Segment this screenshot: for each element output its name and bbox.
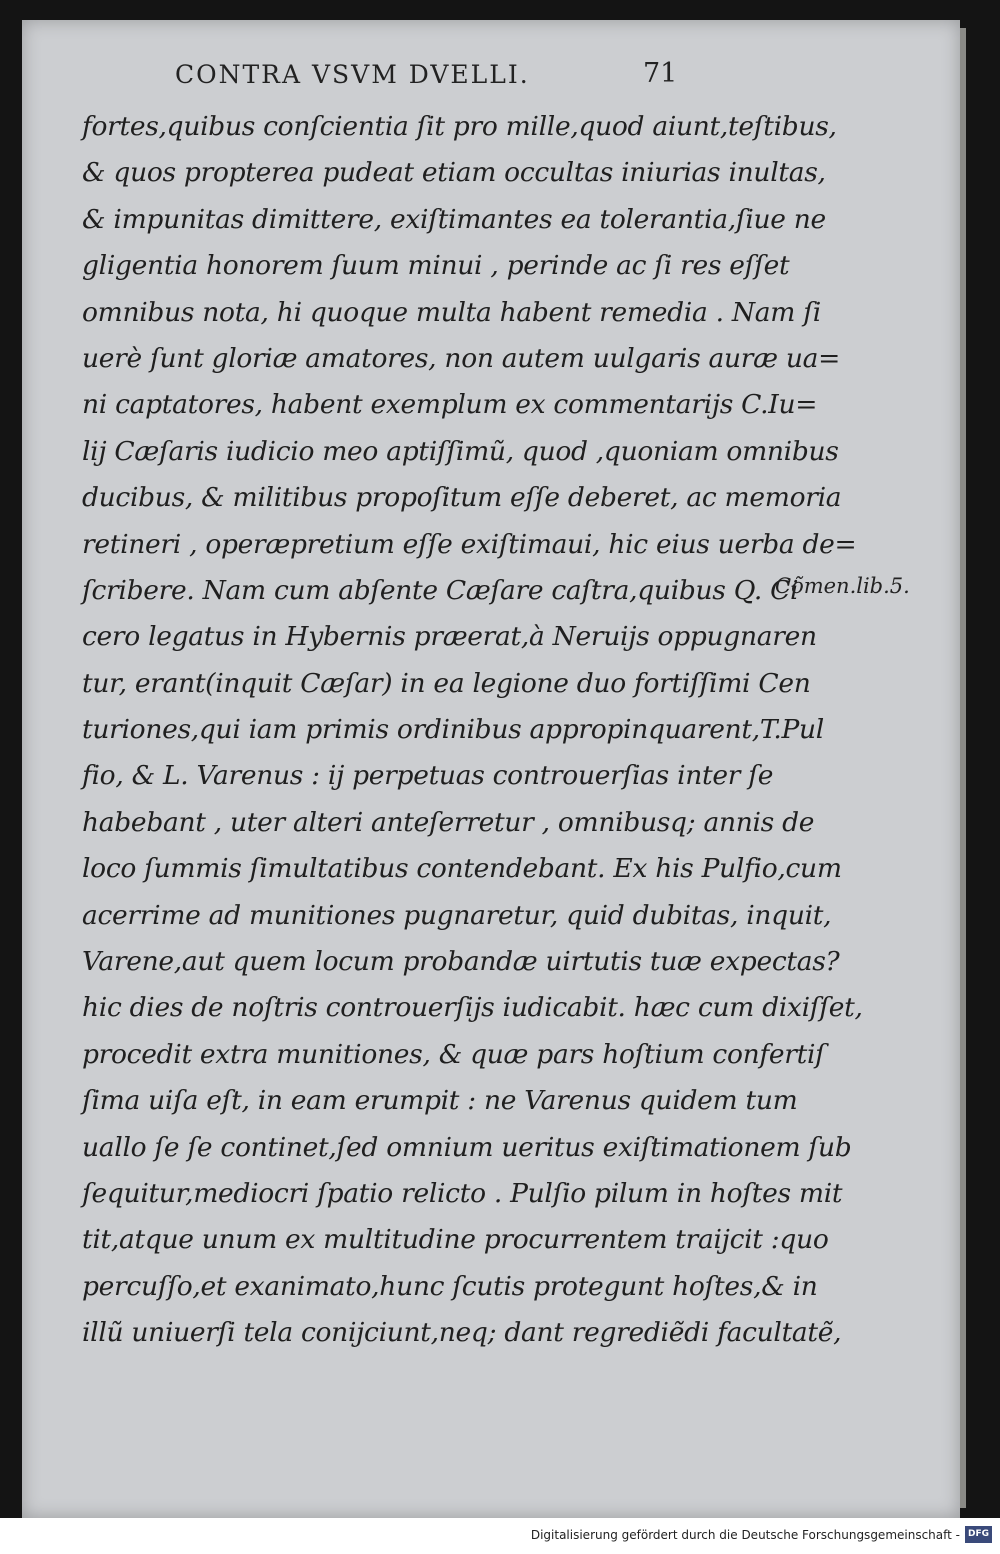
text-line: procedit extra munitiones, & quæ pars hoſtium confertiſ [82, 1038, 825, 1070]
text-line: ſima uiſa eſt, in eam erumpit : ne Varenus quidem tum [82, 1085, 798, 1117]
text-line: & quos propterea pudeat etiam occultas iniurias inultas, [82, 157, 826, 189]
text-line: gligentia honorem ſuum minui , perinde ac ſi res eſſet [82, 250, 790, 282]
page-number: 71 [643, 58, 678, 89]
text-line: tit,atque unum ex multitudine procurrentem traijcit :quo [82, 1224, 829, 1256]
text-line: ſcribere. Nam cum abſente Cæſare caſtra,quibus Q. Ci [82, 574, 799, 606]
footer-bar [0, 1518, 1000, 1554]
text-line: ſequitur,mediocri ſpatio relicto . Pulſio pilum in hoſtes mit [82, 1177, 843, 1209]
text-line: acerrime ad munitiones pugnaretur, quid dubitas, inquit, [82, 899, 832, 931]
text-line: loco ſummis ſimultatibus contendebant. Ex his Pulfio,cum [82, 853, 842, 885]
text-line: percuſſo,et exanimato,hunc ſcutis protegunt hoſtes,& in [82, 1270, 818, 1302]
text-line: hic dies de noſtris controuerſijs iudicabit. hæc cum dixiſſet, [82, 992, 863, 1024]
text-line: cero legatus in Hybernis præerat,à Neruijs oppugnaren [82, 621, 817, 653]
running-title: CONTRA VSVM DVELLI. [175, 60, 530, 89]
text-line: omnibus nota, hi quoque multa habent remedia . Nam ſi [82, 296, 821, 328]
marginal-note: Cõmen.lib.5. [775, 574, 910, 598]
text-line: Varene,aut quem locum probandæ uirtutis tuæ expectas? [82, 946, 840, 978]
text-line: & impunitas dimittere, exiſtimantes ea tolerantia,ſiue ne [82, 203, 826, 235]
text-line: illũ uniuerſi tela conijciunt,neq; dant regrediẽdi facultatẽ, [82, 1317, 842, 1349]
text-line: fio, & L. Varenus : ij perpetuas controuerſias inter ſe [82, 760, 774, 792]
text-line: uallo ſe ſe continet,ſed omnium ueritus exiſtimationem ſub [82, 1131, 852, 1163]
text-line: fortes,quibus conſcientia ſit pro mille,quod aiunt,teſtibus, [82, 111, 837, 142]
text-line: ni captatores, habent exemplum ex commentarijs C.Iu= [82, 389, 818, 421]
text-line: uerè ſunt gloriæ amatores, non autem uulgaris auræ ua= [82, 342, 841, 374]
text-line: ducibus, & militibus propoſitum eſſe deberet, ac memoria [82, 482, 842, 514]
text-line: habebant , uter alteri anteſerretur , omnibusq; annis de [82, 806, 815, 838]
text-line: lij Cæſaris iudicio meo aptiſſimũ, quod ,quoniam omnibus [82, 435, 839, 467]
text-line: retineri , operæpretium eſſe exiſtimaui, hic eius uerba de= [82, 528, 857, 560]
page-edge [960, 28, 966, 1508]
footer-credit: Digitalisierung gefördert durch die Deutsche Forschungsgemeinschaft - [530, 1528, 960, 1542]
text-line: tur, erant(inquit Cæſar) in ea legione duo fortiſſimi Cen [82, 667, 811, 699]
text-line: turiones,qui iam primis ordinibus appropinquarent,T.Pul [82, 714, 824, 746]
dfg-logo: DFG [965, 1526, 992, 1543]
